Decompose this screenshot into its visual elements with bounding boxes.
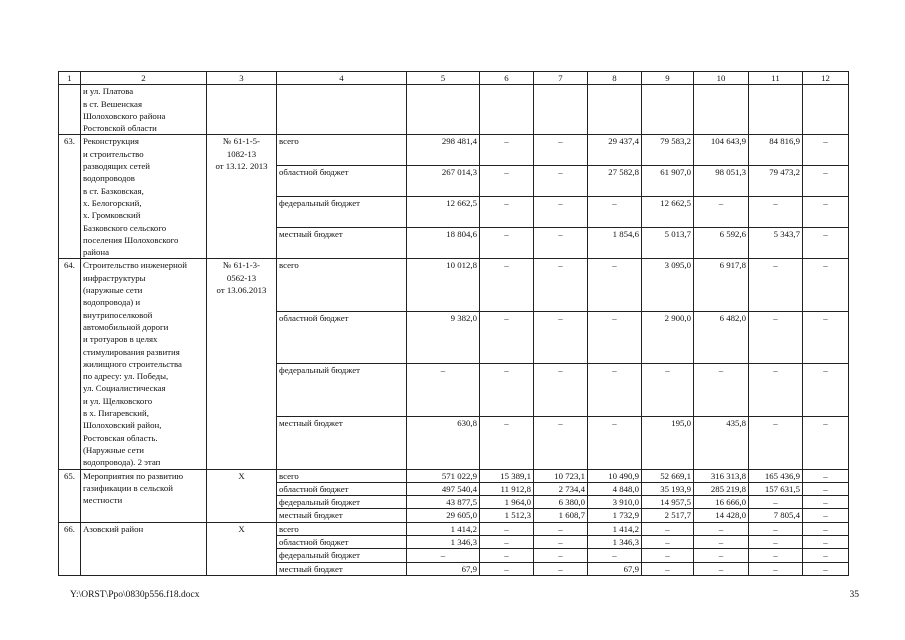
amount-cell: 1 414,2 <box>407 522 480 535</box>
amount-cell: 61 907,0 <box>642 166 694 197</box>
amount-cell: 14 957,5 <box>642 496 694 509</box>
amount-cell: 67,9 <box>588 562 642 575</box>
amount-cell: – <box>803 364 849 417</box>
amount-cell: – <box>803 535 849 548</box>
amount-cell: 15 389,1 <box>480 469 534 482</box>
amount-cell: 571 022,9 <box>407 469 480 482</box>
amount-cell: – <box>749 364 803 417</box>
amount-cell: 35 193,9 <box>642 482 694 495</box>
item-number <box>59 85 81 135</box>
amount-cell: 79 473,2 <box>749 166 803 197</box>
amount-cell: – <box>803 416 849 469</box>
amount-cell: 43 877,5 <box>407 496 480 509</box>
column-number-12: 12 <box>803 72 849 85</box>
amount-cell: – <box>534 522 588 535</box>
amount-cell: – <box>588 259 642 312</box>
amount-cell: 157 631,5 <box>749 482 803 495</box>
table-row <box>59 259 849 312</box>
amount-cell: 18 804,6 <box>407 228 480 259</box>
amount-cell: – <box>749 562 803 575</box>
amount-cell: – <box>407 549 480 562</box>
item-number: 65. <box>59 469 81 522</box>
amount-cell: – <box>407 364 480 417</box>
amount-cell: 1 512,3 <box>480 509 534 522</box>
amount-cell: – <box>588 197 642 228</box>
amount-cell: – <box>480 311 534 364</box>
amount-cell: 16 666,0 <box>694 496 749 509</box>
amount-cell: 27 582,8 <box>588 166 642 197</box>
amount-cell: 79 583,2 <box>642 135 694 166</box>
amount-cell: 10 723,1 <box>534 469 588 482</box>
amount-cell: – <box>534 549 588 562</box>
amount-cell: 2 734,4 <box>534 482 588 495</box>
file-path: Y:\ORST\Ppo\0830p556.f18.docx <box>70 590 200 600</box>
amount-cell: – <box>749 496 803 509</box>
amount-cell: 11 912,8 <box>480 482 534 495</box>
funding-source: федеральный бюджет <box>277 496 407 509</box>
amount-cell: – <box>803 311 849 364</box>
amount-cell: 104 643,9 <box>694 135 749 166</box>
amount-cell: – <box>642 522 694 535</box>
page-number: 35 <box>849 590 859 600</box>
amount-cell: 267 014,3 <box>407 166 480 197</box>
amount-cell: – <box>642 535 694 548</box>
funding-source: федеральный бюджет <box>277 197 407 228</box>
table-row <box>59 469 849 482</box>
amount-cell: 435,8 <box>694 416 749 469</box>
table-row <box>59 85 849 135</box>
funding-source: всего <box>277 259 407 312</box>
amount-cell: – <box>534 311 588 364</box>
column-number-8: 8 <box>588 72 642 85</box>
amount-cell: – <box>480 135 534 166</box>
column-number-4: 4 <box>277 72 407 85</box>
amount-cell: – <box>749 416 803 469</box>
amount-cell <box>749 85 803 135</box>
amount-cell: – <box>534 135 588 166</box>
amount-cell: – <box>749 535 803 548</box>
amount-cell: 14 428,0 <box>694 509 749 522</box>
funding-source: местный бюджет <box>277 228 407 259</box>
amount-cell: 1 414,2 <box>588 522 642 535</box>
funding-source: всего <box>277 469 407 482</box>
amount-cell: – <box>534 166 588 197</box>
funding-source <box>277 85 407 135</box>
item-name: Реконструкция и строительство разводящих сетей водопроводов в ст. Базковская, х. Белогорский, х. Громковский Базковского сельского поселения Шолоховского района <box>81 135 207 259</box>
item-name: Азовский район <box>81 522 207 575</box>
amount-cell: 195,0 <box>642 416 694 469</box>
amount-cell <box>588 85 642 135</box>
amount-cell: 4 848,0 <box>588 482 642 495</box>
column-number-11: 11 <box>749 72 803 85</box>
item-number: 66. <box>59 522 81 575</box>
amount-cell: – <box>803 522 849 535</box>
amount-cell: 5 013,7 <box>642 228 694 259</box>
amount-cell: – <box>480 259 534 312</box>
amount-cell: – <box>803 259 849 312</box>
amount-cell: 10 490,9 <box>588 469 642 482</box>
table-row <box>59 135 849 166</box>
header-row <box>59 72 849 85</box>
amount-cell: – <box>803 135 849 166</box>
amount-cell: – <box>480 522 534 535</box>
document-reference: Х <box>207 469 277 522</box>
amount-cell: 1 732,9 <box>588 509 642 522</box>
funding-source: областной бюджет <box>277 166 407 197</box>
amount-cell: – <box>749 259 803 312</box>
amount-cell: – <box>588 364 642 417</box>
amount-cell: – <box>480 549 534 562</box>
amount-cell: 298 481,4 <box>407 135 480 166</box>
amount-cell: 285 219,8 <box>694 482 749 495</box>
amount-cell: – <box>694 522 749 535</box>
amount-cell: 6 482,0 <box>694 311 749 364</box>
amount-cell: – <box>694 535 749 548</box>
amount-cell: – <box>694 364 749 417</box>
amount-cell: – <box>642 364 694 417</box>
column-number-5: 5 <box>407 72 480 85</box>
amount-cell: – <box>480 364 534 417</box>
amount-cell: 1 854,6 <box>588 228 642 259</box>
amount-cell: – <box>588 311 642 364</box>
amount-cell: 3 095,0 <box>642 259 694 312</box>
amount-cell: – <box>642 562 694 575</box>
column-number-10: 10 <box>694 72 749 85</box>
amount-cell: – <box>803 166 849 197</box>
column-number-6: 6 <box>480 72 534 85</box>
amount-cell: 12 662,5 <box>642 197 694 228</box>
document-reference: № 61-1-5- 1082-13 от 13.12. 2013 <box>207 135 277 259</box>
amount-cell: 10 012,8 <box>407 259 480 312</box>
amount-cell: 6 592,6 <box>694 228 749 259</box>
amount-cell: 29 605,0 <box>407 509 480 522</box>
item-name: и ул. Платова в ст. Вешенская Шолоховского района Ростовской области <box>81 85 207 135</box>
amount-cell: – <box>534 228 588 259</box>
amount-cell: – <box>803 469 849 482</box>
amount-cell: – <box>480 416 534 469</box>
amount-cell: – <box>588 416 642 469</box>
funding-source: всего <box>277 522 407 535</box>
amount-cell: 5 343,7 <box>749 228 803 259</box>
amount-cell: 6 917,8 <box>694 259 749 312</box>
amount-cell: – <box>749 549 803 562</box>
amount-cell: – <box>749 311 803 364</box>
amount-cell: – <box>480 228 534 259</box>
document-reference: Х <box>207 522 277 575</box>
column-number-2: 2 <box>81 72 207 85</box>
funding-source: областной бюджет <box>277 535 407 548</box>
amount-cell: 52 669,1 <box>642 469 694 482</box>
document-reference: № 61-1-3- 0562-13 от 13.06.2013 <box>207 259 277 469</box>
amount-cell <box>803 85 849 135</box>
amount-cell <box>480 85 534 135</box>
amount-cell: – <box>480 535 534 548</box>
amount-cell <box>534 85 588 135</box>
budget-table <box>58 71 849 576</box>
amount-cell: 1 964,0 <box>480 496 534 509</box>
amount-cell <box>694 85 749 135</box>
amount-cell: – <box>803 509 849 522</box>
amount-cell: 6 380,0 <box>534 496 588 509</box>
funding-source: местный бюджет <box>277 509 407 522</box>
funding-source: федеральный бюджет <box>277 549 407 562</box>
item-number: 64. <box>59 259 81 469</box>
funding-source: областной бюджет <box>277 311 407 364</box>
amount-cell: – <box>694 549 749 562</box>
amount-cell: 7 805,4 <box>749 509 803 522</box>
column-number-3: 3 <box>207 72 277 85</box>
funding-source: областной бюджет <box>277 482 407 495</box>
amount-cell: 1 346,3 <box>407 535 480 548</box>
amount-cell: – <box>534 197 588 228</box>
amount-cell: – <box>534 562 588 575</box>
amount-cell: – <box>534 416 588 469</box>
amount-cell: – <box>534 535 588 548</box>
item-name: Строительство инженерной инфраструктуры (наружные сети водопровода) и внутрипоселковой автомобильной дороги и тротуаров в целях стимулирования развития жилищного строительства по адресу: ул. Победы, ул. Социалистическая и ул. Щелковского в х. Пигаревский, Шолоховский район, Ростовская область. (Наружные сети водопровода). 2 этап <box>81 259 207 469</box>
amount-cell: – <box>803 482 849 495</box>
amount-cell: – <box>480 197 534 228</box>
funding-source: федеральный бюджет <box>277 364 407 417</box>
amount-cell: – <box>534 259 588 312</box>
amount-cell: – <box>480 562 534 575</box>
item-number: 63. <box>59 135 81 259</box>
column-number-1: 1 <box>59 72 81 85</box>
amount-cell: 84 816,9 <box>749 135 803 166</box>
amount-cell: – <box>534 364 588 417</box>
amount-cell: – <box>480 166 534 197</box>
funding-source: местный бюджет <box>277 562 407 575</box>
amount-cell: – <box>803 549 849 562</box>
item-name: Мероприятия по развитию газификации в сельской местности <box>81 469 207 522</box>
amount-cell: 497 540,4 <box>407 482 480 495</box>
amount-cell: – <box>803 228 849 259</box>
funding-source: всего <box>277 135 407 166</box>
amount-cell: 67,9 <box>407 562 480 575</box>
amount-cell: 1 346,3 <box>588 535 642 548</box>
amount-cell: 630,8 <box>407 416 480 469</box>
amount-cell <box>642 85 694 135</box>
amount-cell: – <box>694 197 749 228</box>
column-number-9: 9 <box>642 72 694 85</box>
amount-cell: 12 662,5 <box>407 197 480 228</box>
amount-cell: – <box>803 496 849 509</box>
amount-cell: – <box>642 549 694 562</box>
amount-cell: 2 517,7 <box>642 509 694 522</box>
amount-cell: – <box>749 197 803 228</box>
column-number-7: 7 <box>534 72 588 85</box>
amount-cell: 165 436,9 <box>749 469 803 482</box>
amount-cell: 3 910,0 <box>588 496 642 509</box>
funding-source: местный бюджет <box>277 416 407 469</box>
table-row <box>59 522 849 535</box>
amount-cell: 9 382,0 <box>407 311 480 364</box>
amount-cell: – <box>803 562 849 575</box>
document-reference <box>207 85 277 135</box>
amount-cell: 29 437,4 <box>588 135 642 166</box>
amount-cell: – <box>803 197 849 228</box>
amount-cell: 2 900,0 <box>642 311 694 364</box>
amount-cell: – <box>749 522 803 535</box>
amount-cell <box>407 85 480 135</box>
amount-cell: 316 313,8 <box>694 469 749 482</box>
amount-cell: – <box>588 549 642 562</box>
amount-cell: 1 608,7 <box>534 509 588 522</box>
amount-cell: – <box>694 562 749 575</box>
amount-cell: 98 051,3 <box>694 166 749 197</box>
